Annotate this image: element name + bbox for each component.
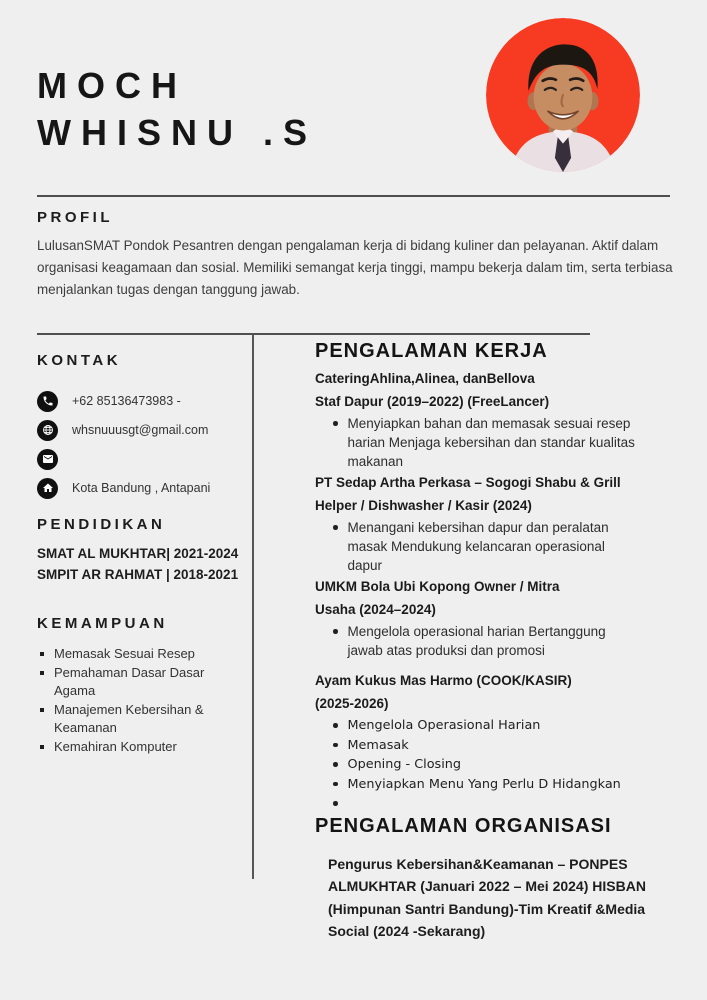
contact-address-text: Kota Bandung , Antapani [72, 481, 211, 495]
header-divider [37, 195, 670, 197]
round-bullet-icon [333, 723, 338, 728]
columns-top-divider [37, 333, 590, 335]
job-bullet: Mengelola Operasional Harian [333, 716, 665, 736]
globe-icon [37, 420, 58, 441]
job-title-line: Ayam Kukus Mas Harmo (COOK/KASIR) [315, 673, 572, 688]
job-bullet: Mengelola operasional harian Bertanggung jawab atas produksi dan promosi [333, 622, 665, 660]
kontak-heading: KONTAK [37, 352, 122, 369]
contact-phone [37, 390, 249, 412]
pengalaman-organisasi-heading: PENGALAMAN ORGANISASI [315, 814, 612, 837]
pengalaman-kerja-heading: PENGALAMAN KERJA [315, 340, 548, 362]
job-title-line: CateringAhlina,Alinea, danBellova [315, 371, 535, 386]
job-title-line: (2025-2026) [315, 695, 389, 711]
job-entry [315, 671, 665, 806]
job-bullets [333, 414, 665, 471]
square-bullet-icon [40, 652, 44, 656]
page-title [37, 62, 317, 156]
job-bullet-empty [333, 794, 665, 806]
round-bullet-icon [333, 801, 338, 806]
round-bullet-icon [333, 762, 338, 767]
job-bullet: Memasak [333, 736, 665, 756]
kemampuan-heading: KEMAMPUAN [37, 615, 168, 632]
contact-list [37, 390, 249, 499]
contact-email [37, 419, 249, 441]
round-bullet-icon [333, 743, 338, 748]
job-title-line: Usaha (2024–2024) [315, 601, 436, 617]
education-item: SMAT AL MUKHTAR| 2021-2024 [37, 546, 239, 561]
job-bullets [333, 716, 665, 806]
profile-photo [486, 18, 640, 172]
education-item: SMPIT AR RAHMAT | 2018-2021 [37, 567, 239, 582]
square-bullet-icon [40, 745, 44, 749]
round-bullet-icon [333, 629, 338, 634]
job-bullet: Opening - Closing [333, 755, 665, 775]
organisasi-body: Pengurus Kebersihan&Keamanan – PONPES ALMUKHTAR (Januari 2022 – Mei 2024) HISBAN (Himpunan Santri Bandung)-Tim Kreatif &Media Social (2024 -Sekarang) [328, 855, 646, 939]
job-bullets [333, 518, 665, 575]
job-entry [315, 473, 665, 575]
contact-email-text: whsnuuusgt@gmail.com [72, 423, 209, 437]
job-title-line: Helper / Dishwasher / Kasir (2024) [315, 497, 532, 513]
column-divider [252, 334, 254, 879]
job-entry [315, 369, 665, 471]
skill-item: Kemahiran Komputer [37, 738, 249, 757]
job-title-line: Staf Dapur (2019–2022) (FreeLancer) [315, 393, 550, 409]
education-list [37, 543, 249, 585]
contact-phone-text: +62 85136473983 - [72, 394, 181, 408]
skill-item: Memasak Sesuai Resep [37, 645, 249, 664]
job-title-line: UMKM Bola Ubi Kopong Owner / Mitra [315, 579, 560, 594]
right-column [315, 340, 665, 943]
profil-body: LulusanSMAT Pondok Pesantren dengan pengalaman kerja di bidang kuliner dan pelayanan. Aktif dalam organisasi keagamaan dan sosial. Memiliki semangat kerja tinggi, mampu bekerja dalam tim, serta terbiasa menjalankan tugas dengan tanggung jawab. [37, 238, 673, 297]
skill-item: Pemahaman Dasar Dasar Agama [37, 664, 249, 701]
square-bullet-icon [40, 708, 44, 712]
home-icon [37, 478, 58, 499]
round-bullet-icon [333, 421, 338, 426]
round-bullet-icon [333, 525, 338, 530]
job-title-line: PT Sedap Artha Perkasa – Sogogi Shabu & Grill [315, 475, 621, 490]
job-bullet: Menyiapkan bahan dan memasak sesuai resep harian Menjaga kebersihan dan standar kualitas makanan [333, 414, 665, 471]
contact-mail [37, 448, 249, 470]
portrait-illustration [486, 18, 640, 172]
phone-icon [37, 391, 58, 412]
contact-address [37, 477, 249, 499]
profil-heading: PROFIL [37, 209, 113, 226]
name-line-2: WHISNU .S [37, 112, 318, 154]
square-bullet-icon [40, 671, 44, 675]
left-column [37, 352, 249, 756]
section-profil [37, 209, 677, 301]
skills-list [37, 645, 249, 756]
job-bullet: Menangani kebersihan dapur dan peralatan masak Mendukung kelancaran operasional dapur [333, 518, 665, 575]
job-bullets [333, 622, 665, 660]
job-entry [315, 577, 665, 660]
name-line-1: MOCH [37, 65, 187, 107]
pendidikan-heading: PENDIDIKAN [37, 516, 166, 533]
skill-item: Manajemen Kebersihan & Keamanan [37, 701, 249, 738]
mail-icon [37, 449, 58, 470]
job-bullet: Menyiapkan Menu Yang Perlu D Hidangkan [333, 775, 665, 795]
round-bullet-icon [333, 782, 338, 787]
